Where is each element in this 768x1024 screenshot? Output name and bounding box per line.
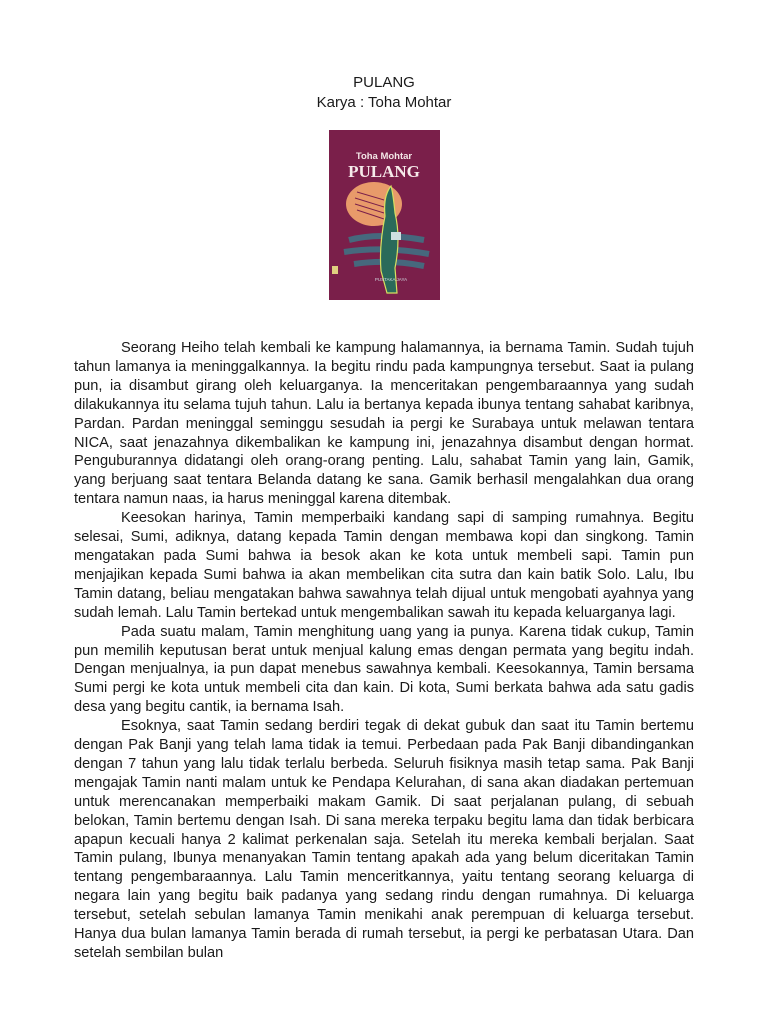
paragraph: Keesokan harinya, Tamin memperbaiki kandang sapi di samping rumahnya. Begitu selesai, Sumi, adiknya, datang kepada Tamin dengan membawa kopi dan singkong. Tamin mengatakan pada Sumi bahwa ia besok akan ke kota untuk membeli sapi. Tamin pun menjajikan kepada Sumi bahwa ia akan membelikan cita sutra dan kain batik Solo. Lalu, Ibu Tamin datang, beliau mengatakan bahwa sawahnya telah dijual untuk mengobati ayahnya yang sudah lemah. Lalu Tamin bertekad untuk mengembalikan sawah itu kepada keluarganya lagi. [74,510,694,621]
cover-author: Toha Mohtar [355,151,413,162]
document-author: Karya : Toha Mohtar [316,94,452,111]
paragraph: Seorang Heiho telah kembali ke kampung halamannya, ia bernama Tamin. Sudah tujuh tahun lamanya ia meninggalkannya. Ia begitu rindu pada kampungnya tersebut. Saat ia pulang pun, ia disambut girang oleh keluarganya. Ia menceritakan pengembaraannya yang sudah dilakukannya itu selama tujuh tahun. Lalu ia bertanya kepada ibunya tentang sahabat karibnya, Pardan. Pardan meninggal seminggu sesudah ia pergi ke Surabaya untuk melawan tentara NICA, saat jenazahnya dikembalikan ke kampung ini, jenazahnya disambut dengan hormat. Penguburannya didatangi oleh orang-orang penting. Lalu, sahabat Tamin yang lain, Gamik, yang berjuang saat tentara Belanda datang ke sana. Gamik berhasil mengalahkan dua orang tentara namun naas, ia harus meninggal karena ditembak. [74,340,694,508]
paragraph: Pada suatu malam, Tamin menghitung uang yang ia punya. Karena tidak cukup, Tamin pun memilih keputusan berat untuk menjual kalung emas dengan permata yang begitu indah. Dengan menjualnya, ia pun dapat menebus sawahnya kembali. Keesokannya, Tamin bersama Sumi pergi ke kota untuk membeli cita dan kain. Di kota, Sumi berkata bahwa ada satu gadis desa yang begitu cantik, ia bernama Isah. [74,623,694,716]
book-cover-image [329,130,440,300]
document-header [0,73,768,113]
paragraph: Esoknya, saat Tamin sedang berdiri tegak di dekat gubuk dan saat itu Tamin bertemu dengan Pak Banji yang telah lama tidak ia temui. Perbedaan pada Pak Banji dibandingankan dengan 7 tahun yang lalu tidak terlalu berbeda. Seluruh fisiknya masih tetap sama. Pak Banji mengajak Tamin nanti malam untuk ke Pendapa Kelurahan, di sana akan diadakan pertemuan untuk merencanakan memperbaiki makam Gamik. Di saat perjalanan pulang, di sebuah belokan, Tamin bertemu dengan Isah. Di sana mereka terpaku begitu lama dan tidak berbicara apapun kecuali hanya 2 kalimat perkenalan saja. Setelah itu mereka kembali berjalan. Saat Tamin pulang, Ibunya menanyakan Tamin tentang apakah ada yang belum diceritakan Tamin tentang pengembaraannya. Lalu Tamin menceritkannya, yaitu tentang seorang keluarga di negara lain yang begitu baik padanya yang sedang rindu dengan rumahnya. Di keluarga tersebut, setelah sebulan lamanya Tamin menikahi anak perempuan di keluarga tersebut. Hanya dua bulan lamanya Tamin berada di rumah tersebut, ia pergi ke perbatasan Utara. Dan setelah sembilan bulan [74,718,694,961]
cover-publisher: PUSTAKA JAYA [374,277,408,282]
document-title: PULANG [353,74,415,91]
document-body [74,339,694,963]
cover-title: PULANG [348,162,420,181]
